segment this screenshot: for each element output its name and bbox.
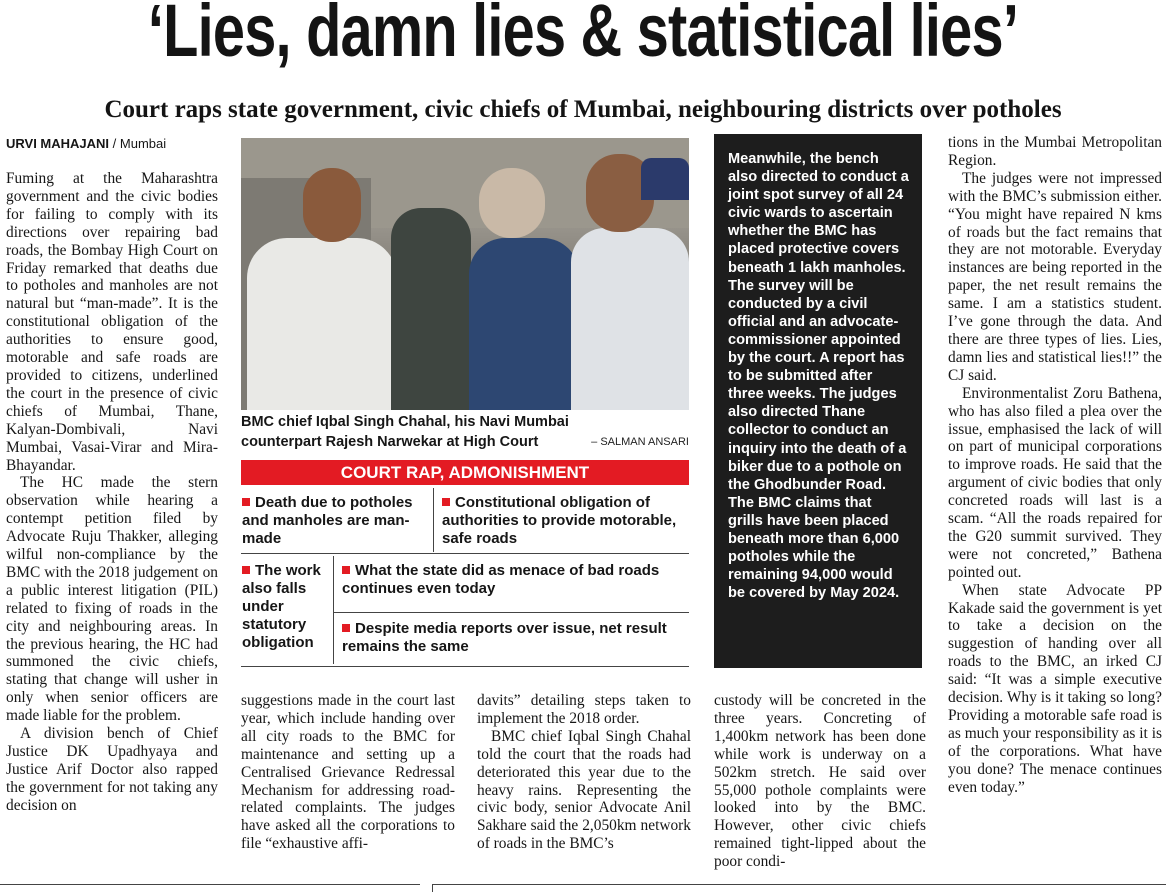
bullet-icon [342,624,350,632]
photo-credit: – SALMAN ANSARI [591,436,689,448]
article-column-4 [714,692,926,871]
col3-paragraph-2: BMC chief Iqbal Singh Chahal told the court that the roads had deteriorated this year due to the heavy rains. Representing the civic body, senior Advocate Anil Sakhare said the 2,050km network of roads in the BMC’s [477,727,691,853]
highlight-box: Meanwhile, the bench also directed to conduct a joint spot survey of all 24 civic wards to ascertain whether the BMC has placed protective covers beneath 1 lakh manholes. The survey will be conducted by a civil official and an advocate-commissioner appointed by the court. A report has to be submitted after three weeks. The judges also directed Thane collector to conduct an inquiry into the death of a biker due to a pothole on the Ghodbunder Road. The BMC claims that grills have been placed beneath more than 6,000 potholes while the remaining 94,000 would be covered by May 2024. [714,134,922,668]
subheadline: Court raps state government, civic chiefs of Mumbai, neighbouring districts over potholes [104,96,1062,123]
byline-location: / Mumbai [109,136,167,151]
bullet-icon [342,566,350,574]
sidebar-item: Death due to potholes and manholes are man-made [242,494,413,547]
col1-paragraph-3: A division bench of Chief Justice DK Upadhyaya and Justice Arif Doctor also rapped the government for not taking any decision on [6,725,218,814]
bullet-icon [242,566,250,574]
sidebar-item: The work also falls under statutory obligation [242,562,321,651]
col5-paragraph-2: The judges were not impressed with the BMC’s submission either. “You might have repaired N kms of roads but the fact remains that they are not motorable. Everyday instances are being reported in the paper, the net result remains the same. I am a statistics student. I’ve gone through the data. And there are three types of lies. Lies, damn lies and statistical lies!!” the CJ said. [948,169,1162,384]
sidebar-item: What the state did as menace of bad roads continues even today [342,562,660,597]
sidebar-title: COURT RAP, ADMONISHMENT [241,460,689,485]
sidebar-item: Constitutional obligation of authorities to provide motorable, safe roads [442,494,677,547]
bottom-divider [432,884,433,892]
bullet-icon [442,498,450,506]
news-photo [241,138,689,410]
col4-paragraph: custody will be concreted in the three years. Concreting of 1,400km network has been done while work is underway on a 502km stretch. He said over 55,000 pothole complaints were looked into by the BMC. However, other civic chiefs remained tight-lipped about the poor condi- [714,692,926,871]
article-column-3 [477,692,691,853]
col2-paragraph: suggestions made in the court last year, which include handing over all city roads to the BMC for maintenance and setting up a Centralised Grievance Redressal Mechanism for addressing road-related complaints. The judges have asked all the corporations to file “exhaustive affi- [241,692,455,853]
bottom-rule [0,884,420,885]
byline-author: URVI MAHAJANI [6,136,110,151]
col1-paragraph-2: The HC made the stern observation while hearing a contempt petition filed by Advocate Ruju Thakker, alleging wilful non-compliance by the BMC with the 2018 judgement on a public interest litigation (PIL) related to fixing of roads in the city and neighbouring areas. In the previous hearing, the HC had summoned the civic chiefs, stating that change will usher in only when senior officers are made liable for the problem. [6,474,218,725]
bottom-rule [432,884,1166,885]
article-column-1 [6,170,218,815]
sidebar-item: Despite media reports over issue, net result remains the same [342,620,667,655]
bullet-icon [242,498,250,506]
col5-paragraph-1: tions in the Mumbai Metropolitan Region. [948,134,1162,169]
col5-paragraph-4: When state Advocate PP Kakade said the government is yet to take a decision on the suggestion of handing over all roads to the BMC, an irked CJ said: “It was a simple executive decision. Why is it taking so long? Providing a motorable safe road is as much your responsibility as it is of the corporations. What have you done? The menace continues even today.” [948,581,1162,796]
headline: ‘Lies, damn lies & statistical lies’ [147,0,1019,72]
byline [6,136,166,151]
photo-caption: BMC chief Iqbal Singh Chahal, his Navi Mumbai counterpart Rajesh Narwekar at High Court [241,414,569,450]
article-column-5 [948,134,1162,797]
col3-paragraph-1: davits” detailing steps taken to implement the 2018 order. [477,692,691,727]
col1-paragraph-1: Fuming at the Maharashtra government and the civic bodies for failing to comply with its directions over repairing bad roads, the Bombay High Court on Friday remarked that deaths due to potholes and manholes are not natural but “man-made”. It is the constitutional obligation of the authorities to ensure good, motorable and safe roads are provided to citizens, underlined the court in the presence of civic chiefs of Mumbai, Thane, Kalyan-Dombivali, Navi Mumbai, Vasai-Virar and Mira-Bhayandar. [6,170,218,474]
col5-paragraph-3: Environmentalist Zoru Bathena, who has also filed a plea over the issue, emphasised the lack of will on part of municipal corporations to improve roads. He said that the argument of civic bodies that only concreted roads will last is a scam. “All the roads repaired for the G20 summit survived. They were not concreted,” Bathena pointed out. [948,384,1162,581]
article-column-2 [241,692,455,853]
